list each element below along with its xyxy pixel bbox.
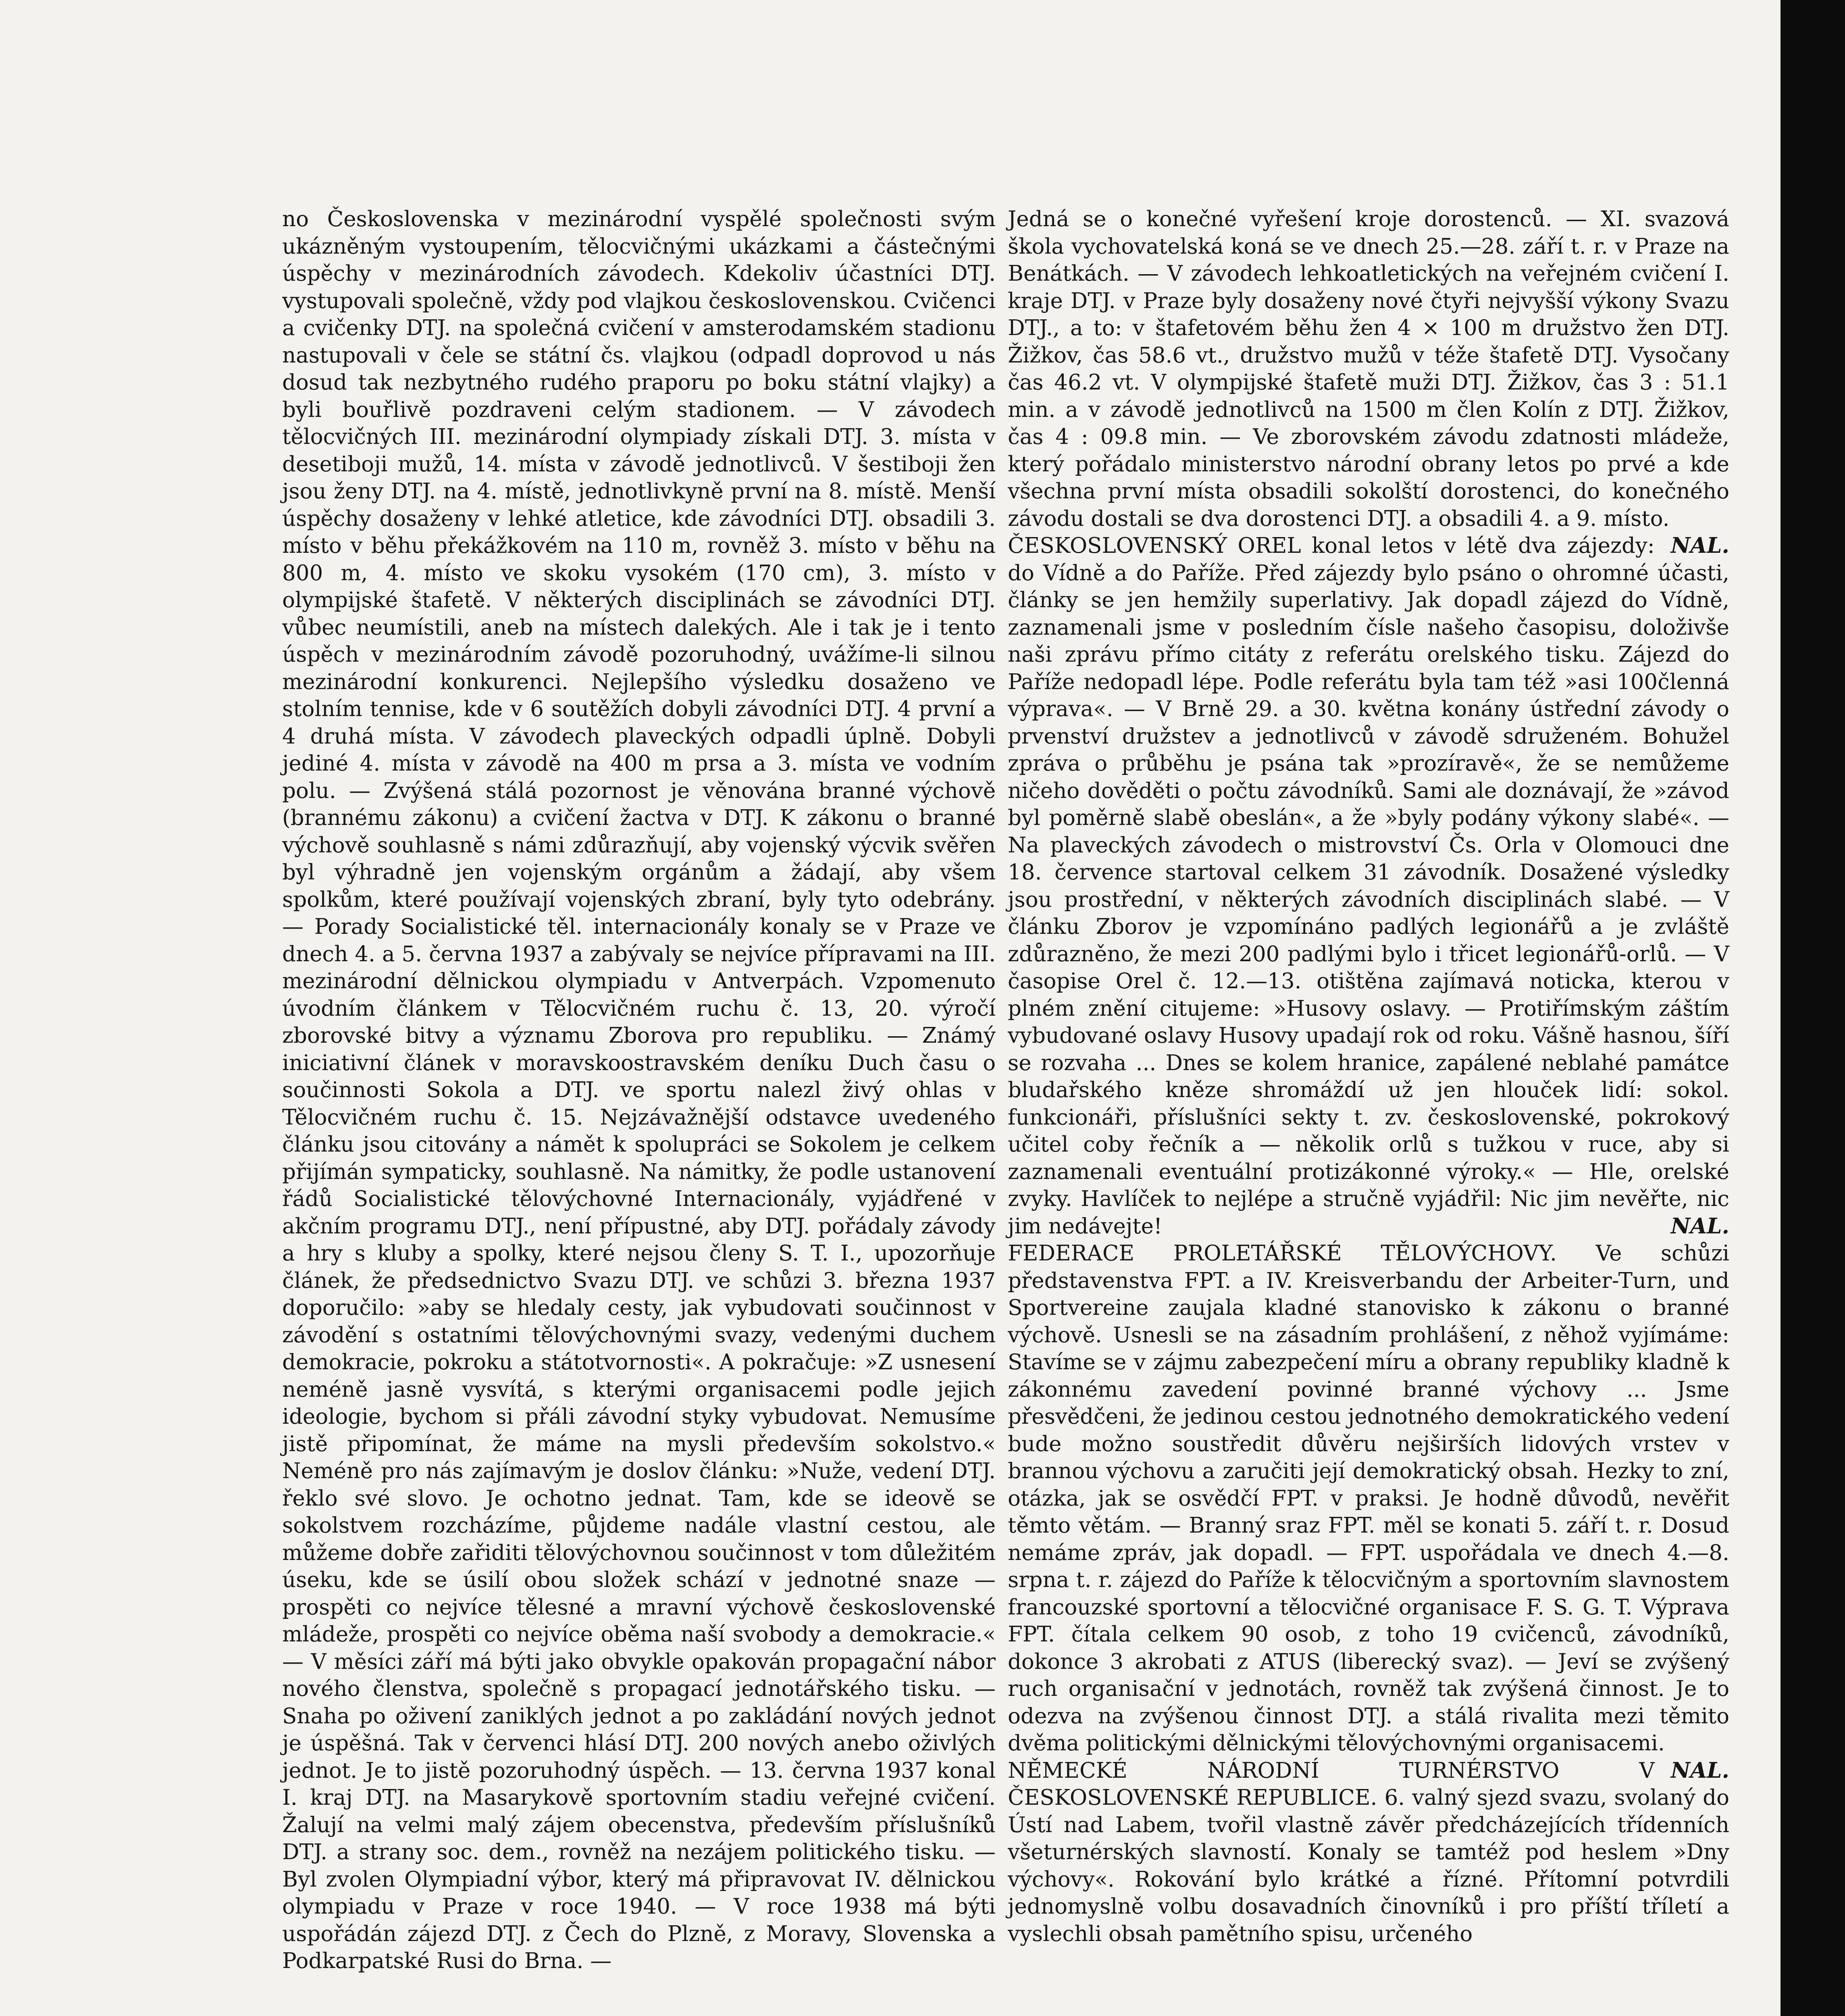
left-column bbox=[282, 206, 996, 1975]
page-edge bbox=[1781, 0, 1845, 2016]
author-signature: NAL. bbox=[1670, 533, 1729, 558]
right-paragraph-orel bbox=[1008, 532, 1729, 1240]
paragraph-text: FEDERACE PROLETÁŘSKÉ TĚLOVÝCHOVY. Ve schůzi představenstva FPT. a IV. Kreisverbandu der Arbeiter-Turn, und Sportvereine zaujala kladné stanovisko k zákonu o branné výchově. Usnesli se na zásadním prohlášení, z něhož vyjímáme: Stavíme se v zájmu zabezpečení míru a obrany republiky kladně k zákonnému zavedení povinné branné výchovy ... Jsme přesvědčeni, že jedinou cestou jednotného demokratického vedení bude možno soustředit důvěru nejširších lidových vrstev v brannou výchovu a zaručiti její demokratický obsah. Hezky to zní, otázka, jak se osvědčí FPT. v praksi. Je hodně důvodů, nevěřit těmto větám. — Branný sraz FPT. měl se konati 5. září t. r. Dosud nemáme zpráv, jak dopadl. — FPT. uspořádala ve dnech 4.—8. srpna t. r. zájezd do Paříže k tělocvičným a sportovním slavnostem francouzské sportovní a tělocvičné organisace F. S. G. T. Výprava FPT. čítala celkem 90 osob, z toho 19 cvičenců, závodníků, dokonce 3 akrobati z ATUS (liberecký svaz). — Jeví se zvýšený ruch organisační v jednotách, rovněž tak zvýšená činnost. Je to odezva na zvýšenou činnost DTJ. a stálá rivalita mezi těmito dvěma politickými dělnickými tělovýchovnými organisacemi. bbox=[1008, 1241, 1729, 1756]
left-paragraph: no Československa v mezinárodní vyspělé společnosti svým ukázněným vystoupením, tělocvičnými ukázkami a částečnými úspěchy v mezinárodních závodech. Kdekoliv účastníci DTJ. vystupovali společně, vždy pod vlajkou československou. Cvičenci a cvičenky DTJ. na společná cvičení v amsterodamském stadionu nastupovali v čele se státní čs. vlajkou (odpadl doprovod u nás dosud tak nezbytného rudého praporu po boku státní vlajky) a byli bouřlivě pozdraveni celým stadionem. — V závodech tělocvičných III. mezinárodní olympiady získali DTJ. 3. místa v desetiboji mužů, 14. místa v závodě jednotlivců. V šestiboji žen jsou ženy DTJ. na 4. místě, jednotlivkyně první na 8. místě. Menší úspěchy dosaženy v lehké atletice, kde závodníci DTJ. obsadili 3. místo v běhu překážkovém na 110 m, rovněž 3. místo v běhu na 800 m, 4. místo ve skoku vysokém (170 cm), 3. místo v olympijské štafetě. V některých disciplinách se závodníci DTJ. vůbec neumístili, aneb na místech dalekých. Ale i tak je i tento úspěch v mezinárodním závodě pozoruhodný, uvážíme-li silnou mezinárodní konkurenci. Nejlepšího výsledku dosaženo ve stolním tennise, kde v 6 soutěžích dobyli závodníci DTJ. 4 první a 4 druhá místa. V závodech plaveckých odpadli úplně. Dobyli jediné 4. místa v závodě na 400 m prsa a 3. místa ve vodním polu. — Zvýšená stálá pozornost je věnována branné výchově (brannému zákonu) a cvičení žactva v DTJ. K zákonu o branné výchově souhlasně s námi zdůrazňují, aby vojenský výcvik svěřen byl výhradně jen vojenským orgánům a žádají, aby všem spolkům, které používají vojenských zbraní, byly tyto odebrány. — Porady Socialistické těl. internacionály konaly se v Praze ve dnech 4. a 5. června 1937 a zabývaly se nejvíce přípravami na III. mezinárodní dělnickou olympiadu v Antverpách. Vzpomenuto úvodním článkem v Tělocvičném ruchu č. 13, 20. výročí zborovské bitvy a významu Zborova pro republiku. — Známý iniciativní článek v moravskoostravském deníku Duch času o součinnosti Sokola a DTJ. ve sportu nalezl živý ohlas v Tělocvičném ruchu č. 15. Nejzávažnější odstavce uvedeného článku jsou citovány a námět k spolupráci se Sokolem je celkem přijímán sympaticky, souhlasně. Na námitky, že podle ustanovení řádů Socialistické tělovýchovné Internacionály, vyjádřené v akčním programu DTJ., není přípustné, aby DTJ. pořádaly závody a hry s kluby a spolky, které nejsou členy S. T. I., upozorňuje článek, že předsednictvo Svazu DTJ. ve schůzi 3. března 1937 doporučilo: »aby se hledaly cesty, jak vybudovati součinnost v závodění s ostatními tělovýchovnými svazy, vedenými duchem demokracie, pokroku a státotvornosti«. A pokračuje: »Z usnesení neméně jasně vysvítá, s kterými organisacemi podle jejich ideologie, bychom si přáli závodní styky vybudovat. Nemusíme jistě připomínat, že máme na mysli především sokolstvo.« Neméně pro nás zajímavým je doslov článku: »Nuže, vedení DTJ. řeklo své slovo. Je ochotno jednat. Tam, kde se ideově se sokolstvem rozcházíme, půjdeme nadále vlastní cestou, ale můžeme dobře zařiditi tělovýchovnou součinnost v tom důležitém úseku, kde se úsilí obou složek schází v jednotné snaze — prospěti co nejvíce tělesné a mravní výchově československé mládeže, prospěti co nejvíce oběma naší svobody a demokracie.« — V měsíci září má býti jako obvykle opakován propagační nábor nového členstva, společně s propagací jednotářského tisku. — Snaha po oživení zaniklých jednot a po zakládání nových jednot je úspěšná. Tak v červenci hlásí DTJ. 200 nových anebo oživlých jednot. Je to jistě pozoruhodný úspěch. — 13. června 1937 konal I. kraj DTJ. na Masarykově sportovním stadiu veřejné cvičení. Žalují na velmi malý zájem obecenstva, především příslušníků DTJ. a strany soc. dem., rovněž na nezájem politického tisku. — Byl zvolen Olympiadní výbor, který má připravovat IV. dělnickou olympiadu v Praze v roce 1940. — V roce 1938 má býti uspořádán zájezd DTJ. z Čech do Plzně, z Moravy, Slovenska a Podkarpatské Rusi do Brna. — bbox=[282, 207, 996, 1973]
author-signature: NAL. bbox=[1670, 1758, 1729, 1783]
right-paragraph-fpt bbox=[1008, 1240, 1729, 1783]
paragraph-text: ČESKOSLOVENSKÝ OREL konal letos v létě dva zájezdy: do Vídně a do Paříže. Před zájezdy bylo psáno o ohromné účasti, články se jen hemžily superlativy. Jak dopadl zájezd do Vídně, zaznamenali jsme v posledním čísle našeho časopisu, doloživše naši zprávu přímo citáty z referátu orelského tisku. Zájezd do Paříže nedopadl lépe. Podle referátu byla tam též »asi 100členná výprava«. — V Brně 29. a 30. května konány ústřední závody o prvenství družstev a jednotlivců v závodě sdruženém. Bohužel zpráva o průběhu je psána tak »prozíravě«, že se nemůžeme ničeho dověděti o počtu závodníků. Sami ale doznávají, že »závod byl poměrně slabě obeslán«, a že »byly podány výkony slabé«. — Na plaveckých závodech o mistrovství Čs. Orla v Olomouci dne 18. července startoval celkem 31 závodník. Dosažené výsledky jsou prostřední, v některých závodních disciplinách slabé. — V článku Zborov je vzpomínáno padlých legionářů a je zvláště zdůrazněno, že mezi 200 padlými bylo i třicet legionářů-orlů. — V časopise Orel č. 12.—13. otištěna zajímavá noticka, kterou v plném znění citujeme: »Husovy oslavy. — Protiřímským záštím vybudované oslavy Husovy upadají rok od roku. Vášně hasnou, šíří se rozvaha ... Dnes se kolem hranice, zapálené neblahé památce bludařského kněze shromáždí už jen hlouček lidí: sokol. funkcionáři, příslušníci sekty t. zv. československé, pokrokový učitel coby řečník a — několik orlů s tužkou v ruce, aby si zaznamenali eventuální protizákonné výroky.« — Hle, orelské zvyky. Havlíček to nejlépe a stručně vyjádřil: Nic jim nevěřte, nic jim nedávejte! bbox=[1008, 533, 1729, 1239]
paragraph-text: NĚMECKÉ NÁRODNÍ TURNÉRSTVO V ČESKOSLOVENSKÉ REPUBLICE. 6. valný sjezd svazu, svolaný do Ústí nad Labem, tvořil vlastně závěr předcházejících třídenních všeturnérských slavností. Konaly se tamtéž pod heslem »Dny výchovy«. Rokování bylo krátké a řízné. Přítomní potvrdili jednomyslně volbu dosavadních činovníků i pro příští tříletí a vyslechli obsah pamětního spisu, určeného bbox=[1008, 1758, 1729, 1946]
right-paragraph-turnerstvo bbox=[1008, 1757, 1729, 1948]
paragraph-text: Jedná se o konečné vyřešení kroje dorostenců. — XI. svazová škola vychovatelská koná se ve dnech 25.—28. září t. r. v Praze na Benátkách. — V závodech lehkoatletických na veřejném cvičení I. kraje DTJ. v Praze byly dosaženy nové čtyři nejvyšší výkony Svazu DTJ., a to: v štafetovém běhu žen 4 × 100 m družstvo žen DTJ. Žižkov, čas 58.6 vt., družstvo mužů v téže štafetě DTJ. Vysočany čas 46.2 vt. V olympijské štafetě muži DTJ. Žižkov, čas 3 : 51.1 min. a v závodě jednotlivců na 1500 m člen Kolín z DTJ. Žižkov, čas 4 : 09.8 min. — Ve zborovském závodu zdatnosti mládeže, který pořádalo ministerstvo národní obrany letos po prvé a kde všechna první místa obsadili sokolští dorostenci, do konečného závodu dostali se dva dorostenci DTJ. a obsadili 4. a 9. místo. bbox=[1008, 207, 1729, 531]
author-signature: NAL. bbox=[1670, 1213, 1729, 1239]
right-paragraph-dtj bbox=[1008, 206, 1729, 558]
right-column bbox=[1008, 206, 1729, 1947]
